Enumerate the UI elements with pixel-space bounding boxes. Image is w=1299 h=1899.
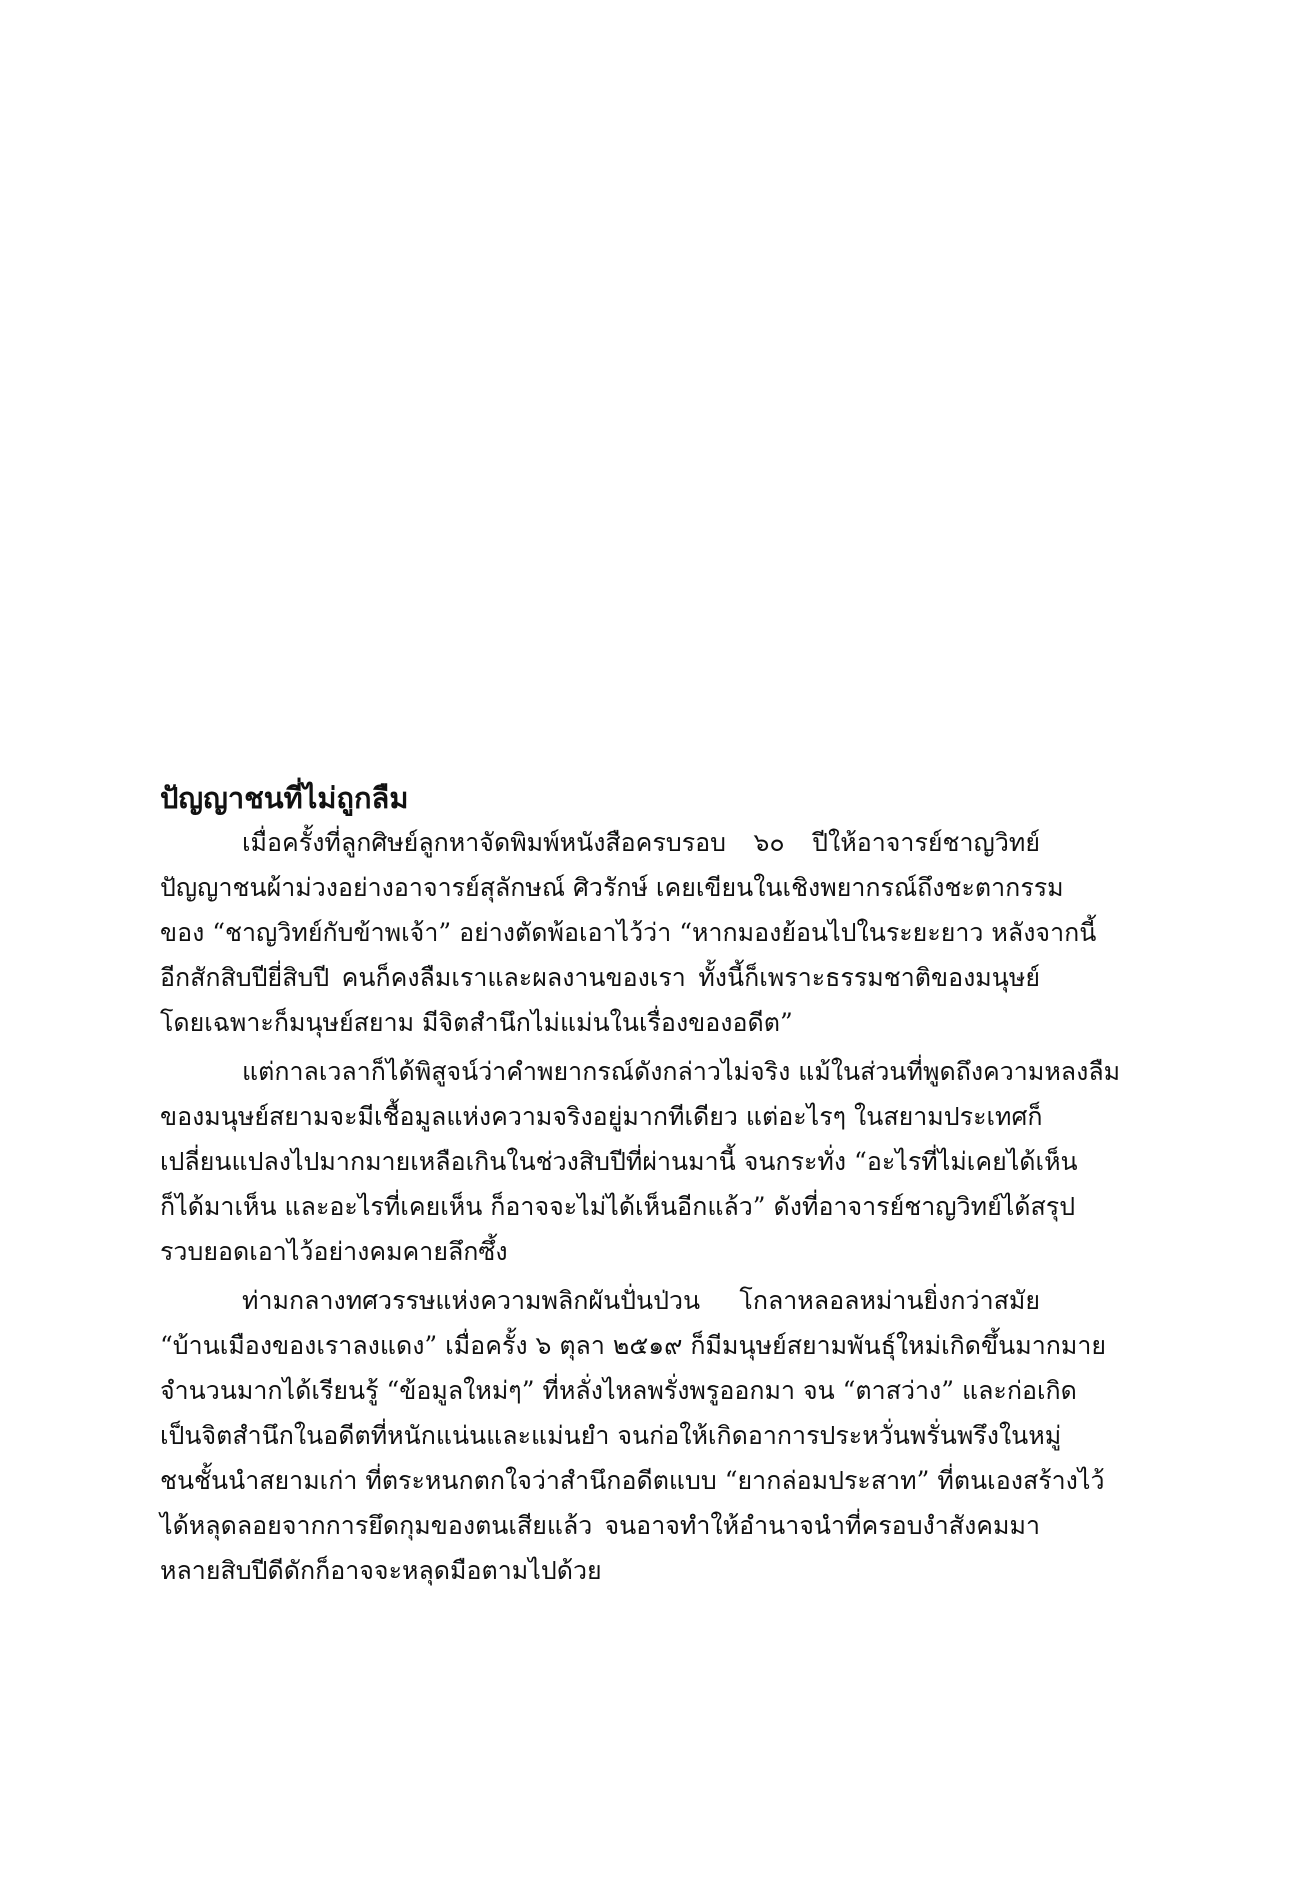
paragraph-line: โดยเฉพาะก็มนุษย์สยาม มีจิตสำนึกไม่แม่นในเรื่องของอดีต” bbox=[160, 1008, 793, 1037]
paragraph-line: ของ “ชาญวิทย์กับข้าพเจ้า” อย่างตัดพ้อเอาไว้ว่า “หากมองย้อนไปในระยะยาว หลังจากนี้ bbox=[160, 918, 1097, 947]
paragraph-line: ก็ได้มาเห็น และอะไรที่เคยเห็น ก็อาจจะไม่ได้เห็นอีกแล้ว” ดังที่อาจารย์ชาญวิทย์ได้สรุป bbox=[160, 1192, 1076, 1221]
paragraph-3 bbox=[160, 1278, 1107, 1593]
paragraph-line: ชนชั้นนำสยามเก่า ที่ตระหนกตกใจว่าสำนึกอดีตแบบ “ยากล่อมประสาท” ที่ตนเองสร้างไว้ bbox=[160, 1466, 1105, 1495]
paragraph-line: ปัญญาชนผ้าม่วงอย่างอาจารย์สุลักษณ์ ศิวรักษ์ เคยเขียนในเชิงพยากรณ์ถึงชะตากรรม bbox=[160, 873, 1064, 902]
paragraph-line: รวบยอดเอาไว้อย่างคมคายลึกซึ้ง bbox=[160, 1237, 508, 1266]
paragraph-line: ของมนุษย์สยามจะมีเชื้อมูลแห่งความจริงอยู่มากทีเดียว แต่อะไรๆ ในสยามประเทศก็ bbox=[160, 1102, 1043, 1131]
paragraph-line: แต่กาลเวลาก็ได้พิสูจน์ว่าคำพยากรณ์ดังกล่าวไม่จริง แม้ในส่วนที่พูดถึงความหลงลืม bbox=[242, 1057, 1121, 1086]
paragraph-line: เมื่อครั้งที่ลูกศิษย์ลูกหาจัดพิมพ์หนังสือครบรอบ ๖๐ ปีให้อาจารย์ชาญวิทย์ bbox=[242, 828, 1040, 857]
article-title: ปัญญาชนที่ไม่ถูกลืม bbox=[160, 781, 409, 815]
paragraph-line: ท่ามกลางทศวรรษแห่งความพลิกผันปั่นป่วน โกลาหลอลหม่านยิ่งกว่าสมัย bbox=[242, 1286, 1040, 1315]
paragraph-line: เปลี่ยนแปลงไปมากมายเหลือเกินในช่วงสิบปีที่ผ่านมานี้ จนกระทั่ง “อะไรที่ไม่เคยได้เห็น bbox=[160, 1147, 1078, 1176]
paragraph-2 bbox=[160, 1049, 1121, 1274]
paragraph-line: จำนวนมากได้เรียนรู้ “ข้อมูลใหม่ๆ” ที่หลั่งไหลพรั่งพรูออกมา จน “ตาสว่าง” และก่อเกิด bbox=[160, 1376, 1077, 1405]
paragraph-line: “บ้านเมืองของเราลงแดง” เมื่อครั้ง ๖ ตุลา ๒๕๑๙ ก็มีมนุษย์สยามพันธุ์ใหม่เกิดขึ้นมากมาย bbox=[160, 1331, 1107, 1360]
paragraph-1 bbox=[160, 820, 1097, 1045]
paragraph-line: ได้หลุดลอยจากการยึดกุมของตนเสียแล้ว จนอาจทำให้อำนาจนำที่ครอบงำสังคมมา bbox=[160, 1511, 1040, 1540]
article bbox=[160, 776, 1121, 1597]
paragraph-line: หลายสิบปีดีดักก็อาจจะหลุดมือตามไปด้วย bbox=[160, 1556, 602, 1585]
paragraph-line: เป็นจิตสำนึกในอดีตที่หนักแน่นและแม่นยำ จนก่อให้เกิดอาการประหวั่นพรั่นพรึงในหมู่ bbox=[160, 1421, 1062, 1450]
paragraph-line: อีกสักสิบปียี่สิบปี คนก็คงลืมเราและผลงานของเรา ทั้งนี้ก็เพราะธรรมชาติของมนุษย์ bbox=[160, 963, 1040, 992]
